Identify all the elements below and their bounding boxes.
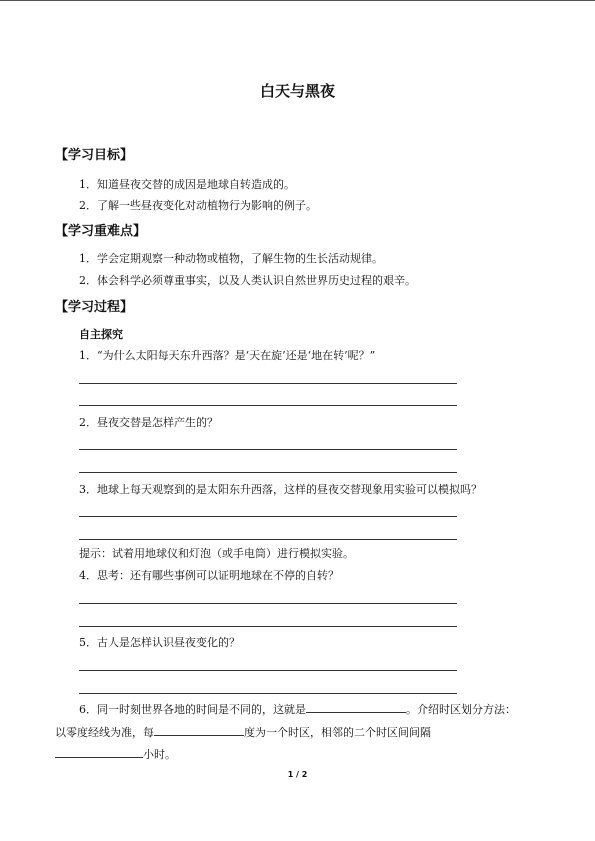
- question-6-line-2: [55, 724, 431, 740]
- question-6-line-3: [55, 746, 176, 762]
- goal-item-1: 1．知道昼夜交替的成因是地球自转造成的。: [79, 178, 295, 191]
- question-5: 5．古人是怎样认识昼夜变化的？: [79, 636, 240, 649]
- top-rule: [0, 0, 595, 1]
- answer-line[interactable]: [79, 626, 457, 627]
- subheading-self-study: 自主探究: [79, 328, 123, 341]
- answer-line[interactable]: [79, 516, 457, 517]
- question-6-text: 。介绍时区划分方法：: [406, 703, 516, 716]
- answer-line[interactable]: [79, 603, 457, 604]
- answer-line[interactable]: [79, 693, 457, 694]
- question-6-text: 度为一个时区，相邻的二个时区间间隔: [244, 726, 431, 739]
- key-point-item-2: 2．体会科学必须尊重事实，以及人类认识自然世界历史过程的艰辛。: [79, 274, 416, 287]
- question-2: 2．昼夜交替是怎样产生的？: [79, 416, 218, 429]
- fill-blank[interactable]: [306, 701, 406, 713]
- section-heading-process: 【学习过程】: [55, 300, 134, 315]
- fill-blank[interactable]: [55, 746, 143, 758]
- key-point-item-1: 1．学会定期观察一种动物或植物，了解生物的生长活动规律。: [79, 252, 383, 265]
- answer-line[interactable]: [79, 383, 457, 384]
- answer-line[interactable]: [79, 449, 457, 450]
- goal-item-2: 2．了解一些昼夜变化对动植物行为影响的例子。: [79, 199, 317, 212]
- section-heading-key-points: 【学习重难点】: [55, 224, 147, 239]
- question-6-line-1: [79, 701, 516, 717]
- question-4: 4．思考：还有哪些事例可以证明地球在不停的自转？: [79, 569, 339, 582]
- question-3: 3．地球上每天观察到的是太阳东升西落，这样的昼夜交替现象用实验可以模拟吗？: [79, 483, 482, 496]
- fill-blank[interactable]: [154, 724, 244, 736]
- answer-line[interactable]: [79, 539, 457, 540]
- answer-line[interactable]: [79, 405, 457, 406]
- question-1: 1．“为什么太阳每天东升西落？是‘天在旋’还是‘地在转’呢？”: [79, 349, 376, 362]
- page-title: 白天与黑夜: [259, 82, 335, 100]
- page-number: 1 / 2: [287, 770, 308, 779]
- section-heading-goals: 【学习目标】: [55, 148, 134, 163]
- answer-line[interactable]: [79, 670, 457, 671]
- question-6-text: 以零度经线为准，每: [55, 726, 154, 739]
- question-6-text: 6．同一时刻世界各地的时间是不同的，这就是: [79, 703, 306, 716]
- answer-line[interactable]: [79, 472, 457, 473]
- hint-text: 提示：试着用地球仪和灯泡（或手电筒）进行模拟实验。: [79, 547, 354, 560]
- question-6-text: 小时。: [143, 748, 176, 761]
